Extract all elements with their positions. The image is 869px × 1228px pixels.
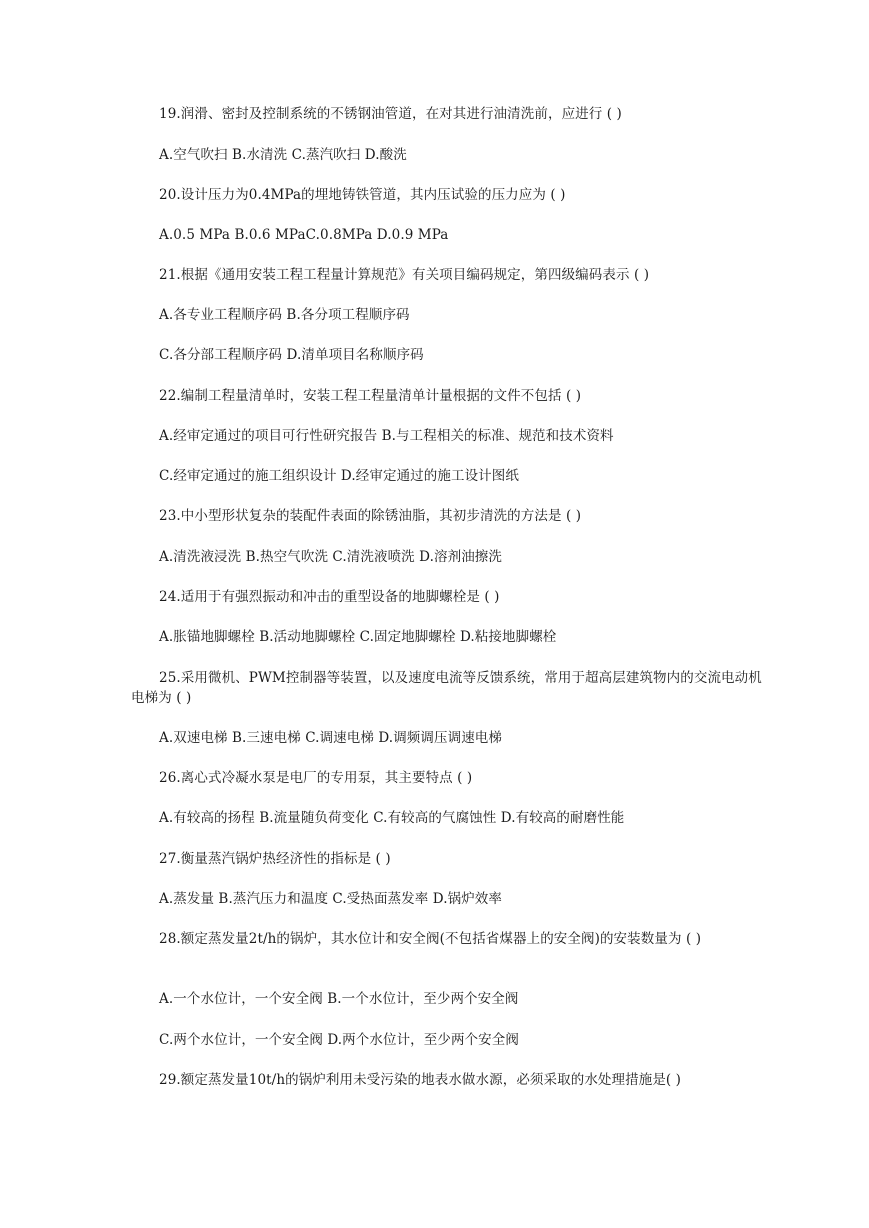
options-21-ab: A.各专业工程顺序码 B.各分项工程顺序码 [159, 307, 410, 323]
question-29: 29.额定蒸发量10t/h的锅炉利用未受污染的地表水做水源，必须采取的水处理措施是( ) [159, 1072, 682, 1088]
options-26: A.有较高的扬程 B.流量随负荷变化 C.有较高的气腐蚀性 D.有较高的耐磨性能 [159, 810, 625, 826]
options-22-cd: C.经审定通过的施工组织设计 D.经审定通过的施工设计图纸 [159, 468, 519, 484]
question-28: 28.额定蒸发量2t/h的锅炉，其水位计和安全阀(不包括省煤器上的安全阀)的安装数量为 ( ) [159, 931, 702, 947]
question-26: 26.离心式冷凝水泵是电厂的专用泵，其主要特点 ( ) [159, 770, 473, 786]
question-20: 20.设计压力为0.4MPa的埋地铸铁管道，其内压试验的压力应为 ( ) [159, 187, 566, 203]
options-28-cd: C.两个水位计，一个安全阀 D.两个水位计，至少两个安全阀 [159, 1032, 519, 1048]
options-19: A.空气吹扫 B.水清洗 C.蒸汽吹扫 D.酸洗 [159, 147, 407, 163]
options-21-cd: C.各分部工程顺序码 D.清单项目名称顺序码 [159, 347, 424, 363]
question-21: 21.根据《通用安装工程工程量计算规范》有关项目编码规定，第四级编码表示 ( ) [159, 267, 650, 283]
options-28-ab: A.一个水位计，一个安全阀 B.一个水位计，至少两个安全阀 [159, 991, 519, 1007]
options-20: A.0.5 MPa B.0.6 MPaC.0.8MPa D.0.9 MPa [159, 227, 449, 243]
question-19: 19.润滑、密封及控制系统的不锈钢油管道，在对其进行油清洗前，应进行 ( ) [159, 106, 622, 122]
options-25: A.双速电梯 B.三速电梯 C.调速电梯 D.调频调压调速电梯 [159, 730, 502, 746]
question-23: 23.中小型形状复杂的装配件表面的除锈油脂，其初步清洗的方法是 ( ) [159, 508, 582, 524]
question-22: 22.编制工程量清单时，安装工程工程量清单计量根据的文件不包括 ( ) [159, 388, 582, 404]
question-24: 24.适用于有强烈振动和冲击的重型设备的地脚螺栓是 ( ) [159, 589, 500, 605]
question-27: 27.衡量蒸汽锅炉热经济性的指标是 ( ) [159, 851, 391, 867]
options-24: A.胀锚地脚螺栓 B.活动地脚螺栓 C.固定地脚螺栓 D.粘接地脚螺栓 [159, 629, 557, 645]
options-27: A.蒸发量 B.蒸汽压力和温度 C.受热面蒸发率 D.锅炉效率 [159, 891, 502, 907]
question-25: 25.采用微机、PWM控制器等装置，以及速度电流等反馈系统，常用于超高层建筑物内的交流电动机电梯为 ( ) [131, 670, 762, 706]
options-22-ab: A.经审定通过的项目可行性研究报告 B.与工程相关的标准、规范和技术资料 [159, 428, 614, 444]
options-23: A.清洗液浸洗 B.热空气吹洗 C.清洗液喷洗 D.溶剂油擦洗 [159, 549, 502, 565]
